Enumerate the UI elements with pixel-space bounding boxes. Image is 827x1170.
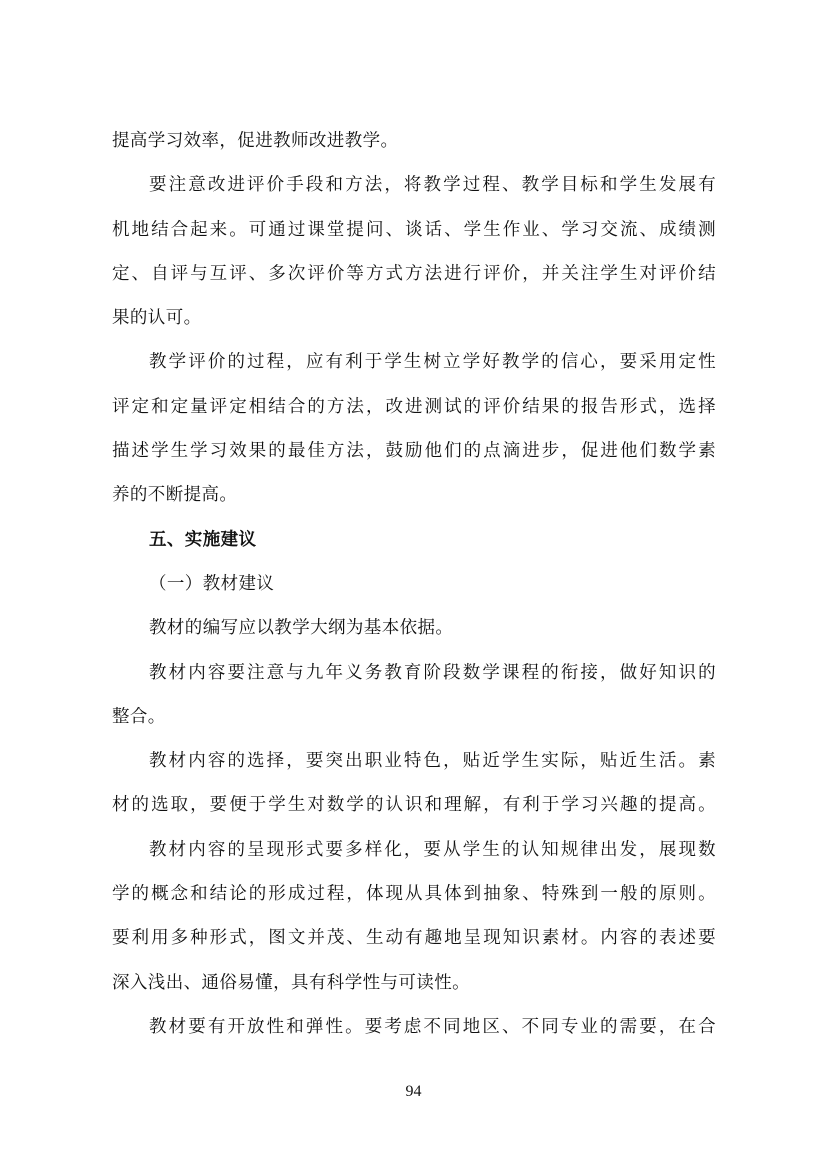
text-line: 定、自评与互评、多次评价等方式方法进行评价，并关注学生对评价结	[112, 263, 716, 284]
subsection-heading: （一）教材建议	[149, 573, 275, 594]
paragraph-start-line: 教材要有开放性和弹性。要考虑不同地区、不同专业的需要，在合	[149, 1016, 716, 1037]
page-number: 94	[405, 1083, 422, 1100]
text-line: 学的概念和结论的形成过程，体现从具体到抽象、特殊到一般的原则。	[112, 884, 716, 905]
text-line: 材的选取，要便于学生对数学的认识和理解，有利于学习兴趣的提高。	[112, 795, 716, 816]
text-line: 果的认可。	[112, 308, 202, 329]
paragraph-start-line: 教学评价的过程，应有利于学生树立学好教学的信心，要采用定性	[149, 352, 716, 373]
paragraph-start-line: 要注意改进评价手段和方法，将教学过程、教学目标和学生发展有	[149, 175, 716, 196]
paragraph-start-line: 教材内容的选择，要突出职业特色，贴近学生实际，贴近生活。素	[149, 751, 716, 772]
text-line: 机地结合起来。可通过课堂提问、谈话、学生作业、学习交流、成绩测	[112, 219, 716, 240]
text-line: 养的不断提高。	[112, 485, 238, 506]
text-line: 深入浅出、通俗易懂，具有科学性与可读性。	[112, 972, 470, 993]
body-text	[112, 119, 716, 1049]
text-line: 要利用多种形式，图文并茂、生动有趣地呈现知识素材。内容的表述要	[112, 928, 716, 949]
paragraph-start-line: 教材内容要注意与九年义务教育阶段数学课程的衔接，做好知识的	[149, 662, 716, 683]
text-line: 整合。	[112, 706, 166, 727]
text-line: 评定和定量评定相结合的方法，改进测试的评价结果的报告形式，选择	[112, 396, 716, 417]
section-heading: 五、实施建议	[149, 529, 257, 550]
paragraph-start-line: 教材的编写应以教学大纲为基本依据。	[149, 618, 454, 639]
text-line: 提高学习效率，促进教师改进教学。	[112, 131, 399, 151]
text-line: 描述学生学习效果的最佳方法，鼓励他们的点滴进步，促进他们数学素	[112, 441, 716, 462]
paragraph-start-line: 教材内容的呈现形式要多样化，要从学生的认知规律出发，展现数	[149, 839, 716, 860]
